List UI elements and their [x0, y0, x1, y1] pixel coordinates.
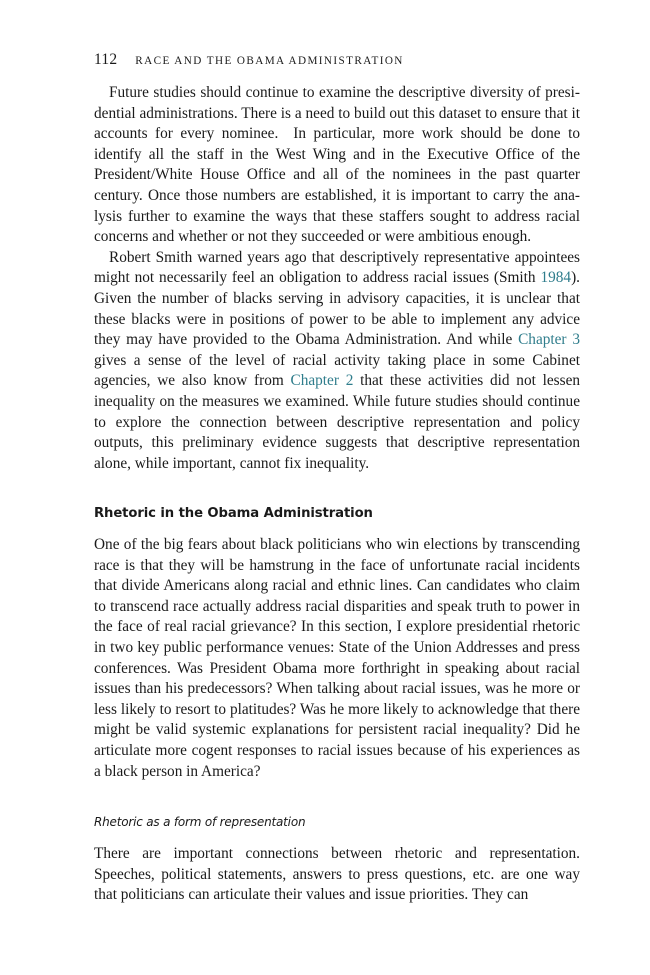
subsection-heading: Rhetoric as a form of representation [94, 815, 306, 829]
section-heading: Rhetoric in the Obama Administration [94, 506, 373, 521]
paragraph-rhetoric-representation: There are important connections between rhetoric and representation. Speeches, political statements, answers to press questions, etc. are one way that politicians can articulate their values and issue priorities. They can [94, 845, 580, 904]
body-block-2 [94, 535, 580, 782]
p2-text-4: that these activities did not lessen inequality on the measures we examined. While future studies should continue to explore the connection between descriptive representation and policy outputs, this preliminary evidence suggests that descriptive representation alone, while important, cannot fix inequality. [94, 372, 581, 472]
body-block-1 [94, 83, 580, 474]
paragraph-robert-smith [94, 248, 580, 475]
p2-text-1: Robert Smith warned years ago that descriptively representative appointees might not necessarily feel an obligation to address racial issues (Smith [94, 248, 580, 287]
running-title: RACE AND THE OBAMA ADMINISTRATION [135, 55, 404, 67]
running-header [94, 51, 580, 71]
citation-smith-1984-link[interactable]: 1984 [540, 269, 572, 287]
chapter-2-link[interactable]: Chapter 2 [290, 372, 354, 390]
p2-text-3: gives a sense of the level of racial activity taking place in some Cabinet agencies, we also know from [94, 351, 580, 390]
section-heading-block [94, 506, 580, 521]
page-number: 112 [94, 51, 118, 68]
chapter-3-link[interactable]: Chapter 3 [518, 331, 580, 349]
subsection-heading-block [94, 815, 580, 829]
p2-text-2: ). Given the number of blacks serving in advisory capacities, it is unclear that these blacks were in positions of power to be able to implement any advice they may have provided to the Obama Administration. And while [94, 269, 580, 349]
paragraph-big-fears: One of the big fears about black politicians who win elections by transcending race is that they will be hamstrung in the face of unfortunate racial incidents that divide Americans along racial and ethnic lines. Can candidates who claim to transcend race actually address racial disparities and speak truth to power in the face of real racial grievance? In this section, I explore presidential rhetoric in two key public performance venues: State of the Union Addresses and press conferences. Was President Obama more forthright in speaking about racial issues than his predecessors? When talking about racial issues, was he more or less likely to resort to platitudes? Was he more likely to acknowledge that there might be valid systemic explanations for persistent racial inequality? Did he articulate more cogent responses to racial issues because of his experiences as a black person in America? [94, 536, 580, 780]
body-block-3 [94, 844, 580, 906]
paragraph-future-studies: Future studies should continue to examine the descriptive diversity of presidential administrations. There is a need to build out this dataset to ensure that it accounts for every nominee. In particular, more work should be done to identify all the staff in the West Wing and in the Executive Office of the President/White House Office and all of the nominees in the past quarter century. Once those numbers are established, it is important to carry the analysis further to examine the ways that these staffers sought to address racial concerns and whether or not they succeeded or were ambitious enough. [94, 84, 580, 246]
